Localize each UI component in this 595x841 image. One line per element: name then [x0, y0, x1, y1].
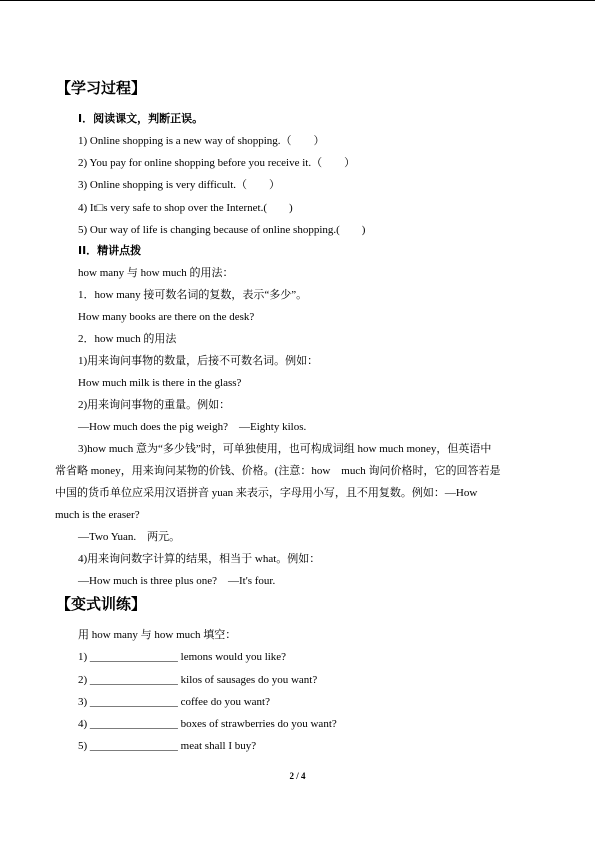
- example-sentence: —How much is three plus one? —It's four.: [78, 575, 276, 587]
- explanation-line: 中国的货币单位应采用汉语拼音 yuan 来表示，字母用小写，且不用复数。例如：—How: [55, 487, 478, 499]
- part1-title: I．阅读课文，判断正误。: [78, 112, 204, 125]
- true-false-item-2: 2) You pay for online shopping before you receive it.（ ）: [78, 157, 356, 169]
- example-sentence: much is the eraser?: [55, 509, 140, 521]
- true-false-item-5: 5) Our way of life is changing because of online shopping.( ): [78, 224, 366, 236]
- true-false-item-3: 3) Online shopping is very difficult.（ ）: [78, 179, 281, 191]
- fill-blank-item-2: 2) ________________ kilos of sausages do you want?: [78, 674, 318, 686]
- section-heading-learning-process: 【学习过程】: [56, 79, 147, 97]
- fill-blank-item-5: 5) ________________ meat shall I buy?: [78, 740, 257, 752]
- explanation-line: 4)用来询问数字计算的结果，相当于 what。例如：: [78, 553, 321, 565]
- explanation-line: how many 与 how much 的用法：: [78, 267, 234, 279]
- fill-blank-item-3: 3) ________________ coffee do you want?: [78, 696, 270, 708]
- example-sentence: How much milk is there in the glass?: [78, 377, 242, 389]
- example-sentence: How many books are there on the desk?: [78, 311, 255, 323]
- example-sentence: —How much does the pig weigh? —Eighty kilos.: [78, 421, 307, 433]
- fill-blank-item-4: 4) ________________ boxes of strawberries do you want?: [78, 718, 337, 730]
- practice-instruction: 用 how many 与 how much 填空：: [78, 629, 237, 641]
- part2-title: II．精讲点拨: [78, 244, 142, 257]
- explanation-line: 1)用来询问事物的数量，后接不可数名词。例如：: [78, 355, 319, 367]
- fill-blank-item-1: 1) ________________ lemons would you like?: [78, 651, 287, 663]
- explanation-line: 1．how many 接可数名词的复数，表示“多少”。: [78, 289, 308, 301]
- section-heading-practice: 【变式训练】: [56, 595, 147, 613]
- explanation-line: 2．how much 的用法: [78, 333, 177, 345]
- explanation-line: 3)how much 意为“多少钱”时，可单独使用，也可构成词组 how much money，但英语中: [78, 443, 492, 455]
- example-sentence: —Two Yuan. 两元。: [78, 531, 181, 543]
- explanation-line: 2)用来询问事物的重量。例如：: [78, 399, 231, 411]
- true-false-item-4: 4) It□s very safe to shop over the Internet.( ): [78, 202, 293, 214]
- page-number: 2 / 4: [289, 771, 306, 781]
- explanation-line: 常省略 money，用来询问某物的价钱、价格。(注意：how much 询问价格时，它的回答若是: [55, 465, 501, 477]
- header-rule: [0, 0, 595, 1]
- true-false-item-1: 1) Online shopping is a new way of shopping.（ ）: [78, 135, 325, 147]
